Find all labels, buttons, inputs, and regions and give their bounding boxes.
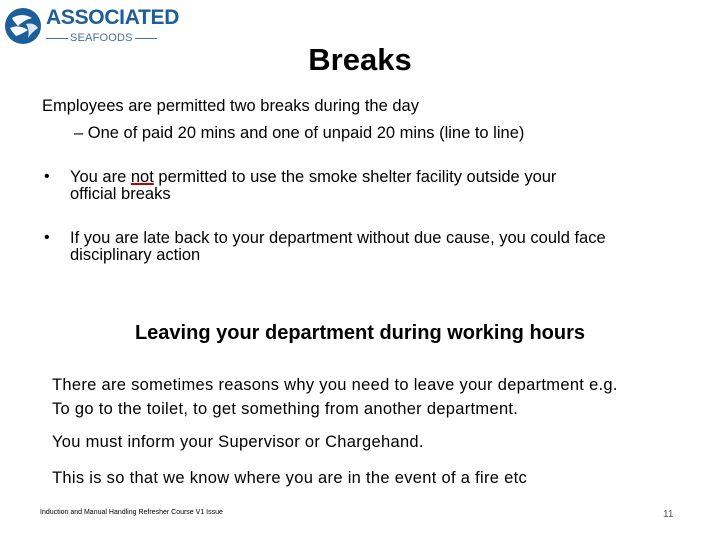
paragraph-inform: You must inform your Supervisor or Chargehand. [52, 433, 424, 451]
bullet-icon: • [44, 229, 50, 246]
bullet-smoke-shelter: You are not permitted to use the smoke shelter facility outside your official breaks [70, 168, 557, 203]
intro-text: Employees are permitted two breaks during the day [42, 97, 419, 115]
section-heading: Leaving your department during working hours [134, 322, 586, 344]
logo-wordmark: ASSOCIATED [46, 6, 180, 29]
paragraph-fire: This is so that we know where you are in the event of a fire etc [52, 469, 528, 487]
footer-text: Induction and Manual Handling Refresher Course V1 Issue [40, 509, 223, 516]
emphasis-not: not [130, 168, 154, 186]
bullet-late-return: If you are late back to your department without due cause, you could face disciplinary action [70, 229, 606, 264]
page-number: 11 [663, 509, 674, 520]
page-title: Breaks [308, 42, 412, 77]
logo-subtitle: SEAFOODS [44, 32, 159, 44]
paragraph-reasons: There are sometimes reasons why you need to leave your department e.g. To go to the toilet, to get something from another department. [52, 376, 618, 418]
bullet-icon: • [44, 168, 50, 185]
sub-list-item: – One of paid 20 mins and one of unpaid 20 mins (line to line) [74, 124, 525, 142]
